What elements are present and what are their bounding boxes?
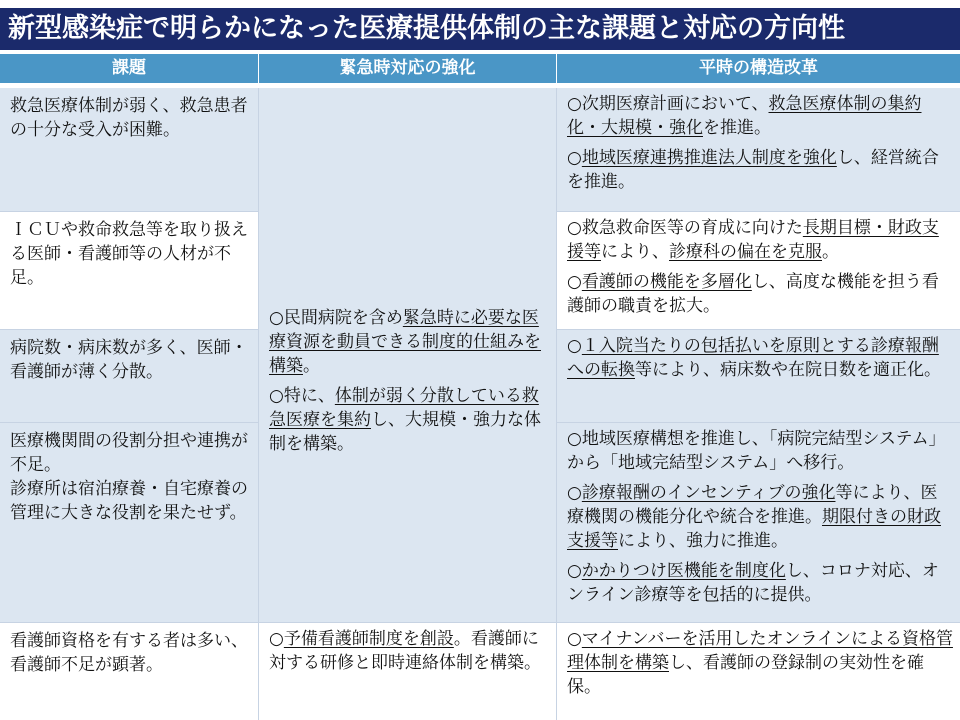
underlined-text: 地域医療連携推進法人制度を強化: [581, 148, 837, 168]
underlined-text: 体制が弱く分散している救急医療を集約: [269, 386, 539, 430]
text-segment: ○特に、: [269, 386, 335, 406]
issue-cell-2: [0, 211, 258, 329]
text-segment: し、大規模・強力な体制を構築。: [269, 410, 541, 454]
underlined-text: 診療科の偏在を克服: [669, 242, 822, 262]
underlined-text: かかりつけ医機能を制度化: [581, 561, 786, 581]
issue-cell-5: [0, 622, 258, 720]
issue-text: 病院数・病床数が多く、医師・看護師が薄く分散。: [10, 338, 248, 382]
emergency-cell-5: [258, 622, 556, 720]
header-structural: 平時の構造改革: [556, 54, 960, 83]
bullet-item: [567, 481, 954, 553]
text-segment: ○: [567, 483, 582, 503]
underlined-text: １入院当たりの包括払いを原則とする診療報酬への転換: [567, 336, 939, 380]
text-segment: し、コロナ対応、オンライン診療等を包括的に提供。: [567, 561, 939, 605]
bullet-item: [567, 92, 954, 140]
text-segment: ○: [567, 148, 582, 168]
issue-text: 救急医療体制が弱く、救急患者の十分な受入が困難。: [10, 96, 248, 140]
bullet-item: [567, 427, 954, 475]
text-segment: により、: [601, 242, 669, 262]
underlined-text: 予備看護師制度を創設: [283, 629, 454, 649]
issue-text: 看護師資格を有する者は多い、看護師不足が顕著。: [10, 631, 248, 675]
text-segment: し、看護師の登録制の実効性を確保。: [567, 653, 924, 697]
text-segment: ○: [567, 561, 582, 581]
text-segment: ○地域医療構想を推進し、「病院完結型システム」から「地域完結型システム」へ移行。: [567, 429, 946, 473]
underlined-text: 長期目標・財政支援等: [567, 218, 939, 262]
issue-cell-4: [0, 422, 258, 622]
bullet-item: [269, 627, 550, 675]
text-segment: を推進。: [703, 118, 771, 138]
bullet-item: [567, 559, 954, 607]
text-segment: し、高度な機能を担う看護師の職責を拡大。: [567, 272, 939, 316]
underlined-text: 救急医療体制の集約化・大規模・強化: [567, 94, 922, 138]
text-segment: ○: [269, 629, 284, 649]
text-segment: し、経営統合を推進。: [567, 148, 939, 192]
underlined-text: 看護師の機能を多層化: [581, 272, 752, 292]
issue-text: 医療機関間の役割分担や連携が不足。 診療所は宿泊療養・自宅療養の管理に大きな役割を果たせず。: [10, 431, 248, 523]
text-segment: ○救急救命医等の育成に向けた: [567, 218, 803, 238]
bullet-item: [269, 384, 546, 456]
underlined-text: 緊急時に必要な医療資源を動員できる制度的仕組みを構築: [269, 308, 541, 376]
page-title: 新型感染症で明らかになった医療提供体制の主な課題と対応の方向性: [0, 8, 960, 50]
text-segment: 。: [303, 356, 320, 376]
text-segment: により、強力に推進。: [618, 531, 788, 551]
bullet-item: [567, 334, 954, 382]
header-emergency: 緊急時対応の強化: [258, 54, 556, 83]
text-segment: 等により、病床数や在院日数を適正化。: [635, 360, 941, 380]
underlined-text: マイナンバーを活用したオンラインによる資格管理体制を構築: [567, 629, 953, 673]
issue-cell-1: [0, 88, 258, 211]
emergency-merged-cell: [258, 88, 556, 622]
bullet-item: [269, 306, 546, 378]
text-segment: ○次期医療計画において、: [567, 94, 769, 114]
text-segment: 。看護師に対する研修と即時連絡体制を構築。: [269, 629, 541, 673]
reform-cell-4: [556, 422, 960, 622]
issue-cell-3: [0, 329, 258, 422]
bullet-item: [567, 216, 954, 264]
bullet-item: [567, 146, 954, 194]
text-segment: ○: [567, 629, 582, 649]
reform-cell-5: [556, 622, 960, 720]
underlined-text: 診療報酬のインセンティブの強化: [581, 483, 836, 503]
underlined-text: 期限付きの財政支援等: [567, 507, 941, 551]
header-issues: 課題: [0, 54, 258, 83]
text-segment: ○民間病院を含め: [269, 308, 403, 328]
bullet-item: [567, 627, 954, 699]
text-segment: 。: [822, 242, 839, 262]
reform-cell-3: [556, 329, 960, 422]
reform-cell-2: [556, 211, 960, 329]
text-segment: ○: [567, 272, 582, 292]
reform-cell-1: [556, 88, 960, 211]
text-segment: 等により、医療機関の機能分化や統合を推進。: [567, 483, 938, 527]
bullet-item: [567, 270, 954, 318]
issue-text: ＩＣＵや救命救急等を取り扱える医師・看護師等の人材が不足。: [10, 220, 248, 288]
text-segment: ○: [567, 336, 582, 356]
